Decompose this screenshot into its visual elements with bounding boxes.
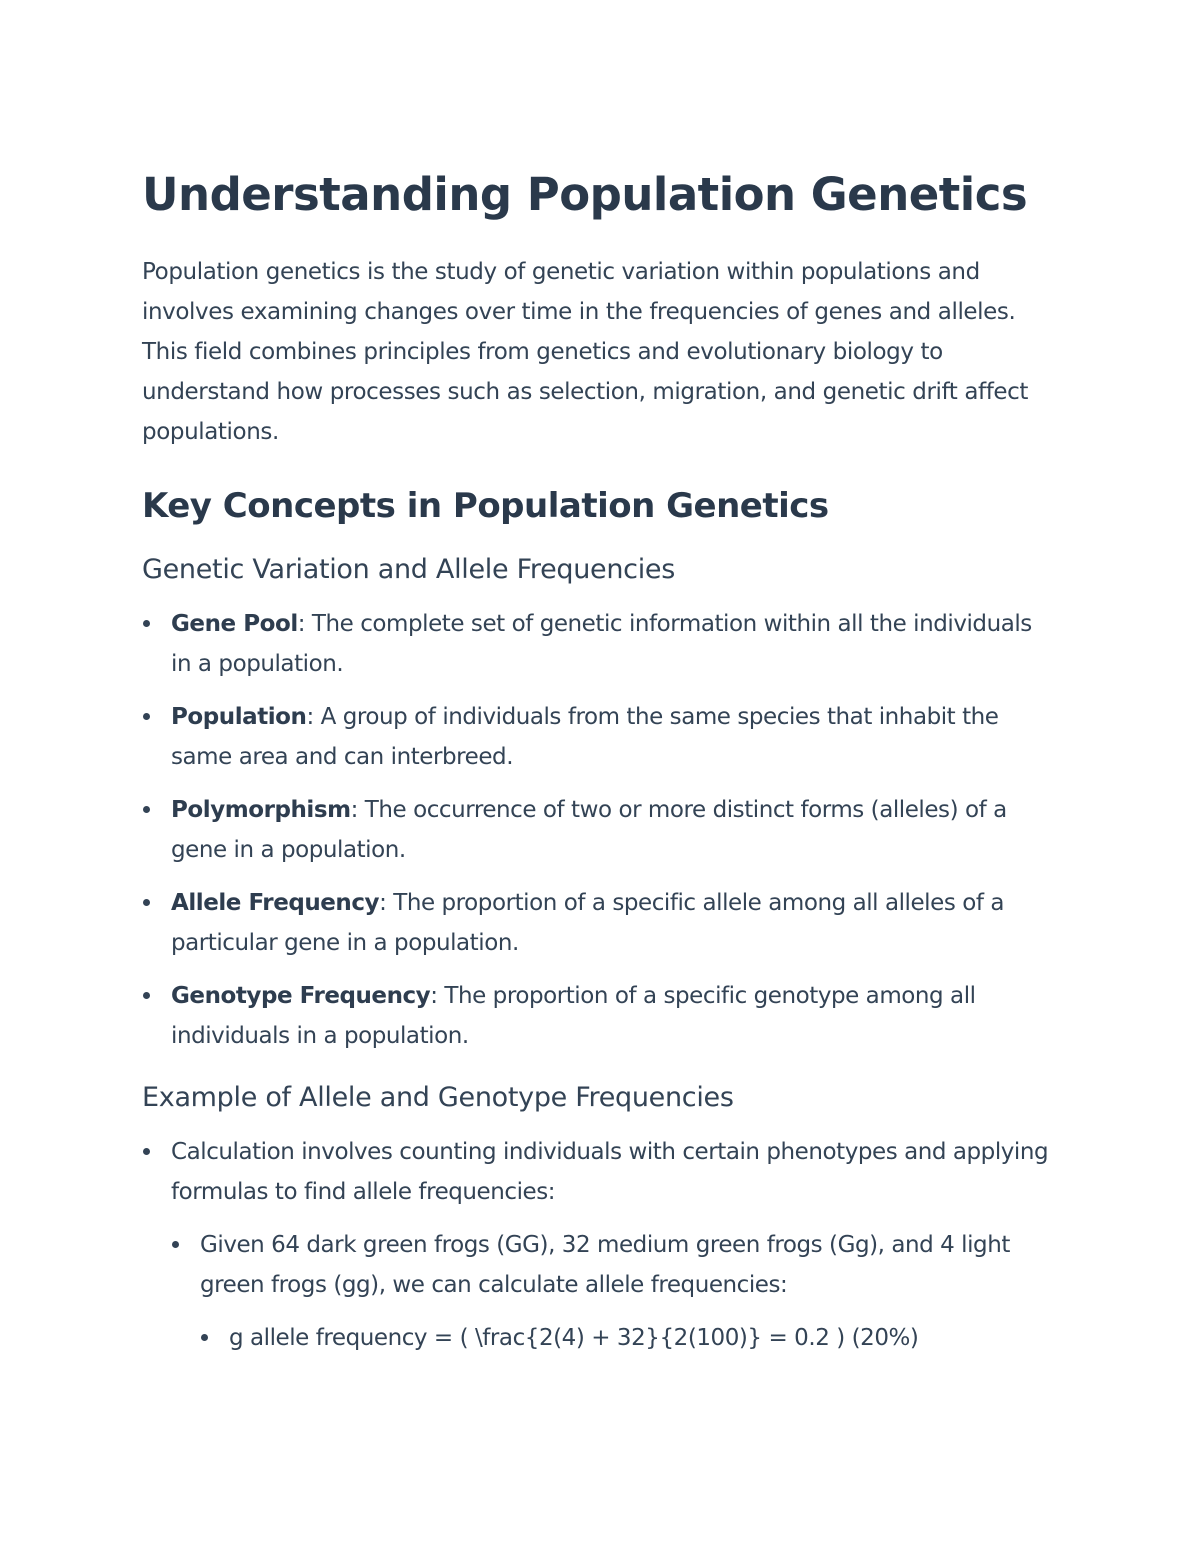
bullet-icon xyxy=(143,992,150,999)
bullet-icon xyxy=(143,806,150,813)
list-item xyxy=(142,790,1050,870)
term: Allele Frequency xyxy=(171,890,380,916)
list-item xyxy=(142,1132,1050,1358)
list-item xyxy=(171,1225,1050,1358)
list-item xyxy=(142,883,1050,963)
list-item xyxy=(142,604,1050,684)
list-item xyxy=(142,697,1050,777)
definition: : The complete set of genetic information within all the individuals in a population. xyxy=(171,611,1032,677)
calculation-text: Calculation involves counting individuals with certain phenotypes and applying formulas to find allele frequencies: xyxy=(171,1139,1049,1205)
bullet-icon xyxy=(143,899,150,906)
definition-list xyxy=(142,604,1050,1056)
subsection-heading-variation: Genetic Variation and Allele Frequencies xyxy=(142,554,675,585)
list-item xyxy=(200,1318,1050,1358)
bullet-icon xyxy=(143,713,150,720)
term: Gene Pool xyxy=(171,611,298,637)
term: Polymorphism xyxy=(171,797,351,823)
page-title: Understanding Population Genetics xyxy=(142,168,1028,221)
nested-list xyxy=(171,1225,1050,1358)
term: Genotype Frequency xyxy=(171,983,431,1009)
intro-paragraph: Population genetics is the study of genetic variation within populations and involves examining changes over time in the frequencies of genes and alleles. This field combines principles from genetics and evolutionary biology to understand how processes such as selection, migration, and genetic drift affect populations. xyxy=(142,259,1029,445)
list-item xyxy=(142,976,1050,1056)
bullet-icon xyxy=(172,1241,179,1248)
definition: : The occurrence of two or more distinct forms (alleles) of a gene in a population. xyxy=(171,797,1007,863)
frog-example-text: Given 64 dark green frogs (GG), 32 medium green frogs (Gg), and 4 light green frogs (gg), we can calculate allele frequencies: xyxy=(200,1232,1010,1298)
definition: : The proportion of a specific genotype among all individuals in a population. xyxy=(171,983,976,1049)
definition: : A group of individuals from the same species that inhabit the same area and can interbreed. xyxy=(171,704,999,770)
section-heading: Key Concepts in Population Genetics xyxy=(142,486,829,526)
bullet-icon xyxy=(201,1334,208,1341)
nested-list xyxy=(200,1318,1050,1358)
subsection-heading-example: Example of Allele and Genotype Frequencies xyxy=(142,1082,734,1113)
bullet-icon xyxy=(143,620,150,627)
example-list xyxy=(142,1132,1050,1358)
definition: : The proportion of a specific allele among all alleles of a particular gene in a population. xyxy=(171,890,1004,956)
term: Population xyxy=(171,704,307,730)
bullet-icon xyxy=(143,1148,150,1155)
formula-text: g allele frequency = ( \frac{2(4) + 32}{2(100)} = 0.2 ) (20%) xyxy=(229,1325,919,1351)
